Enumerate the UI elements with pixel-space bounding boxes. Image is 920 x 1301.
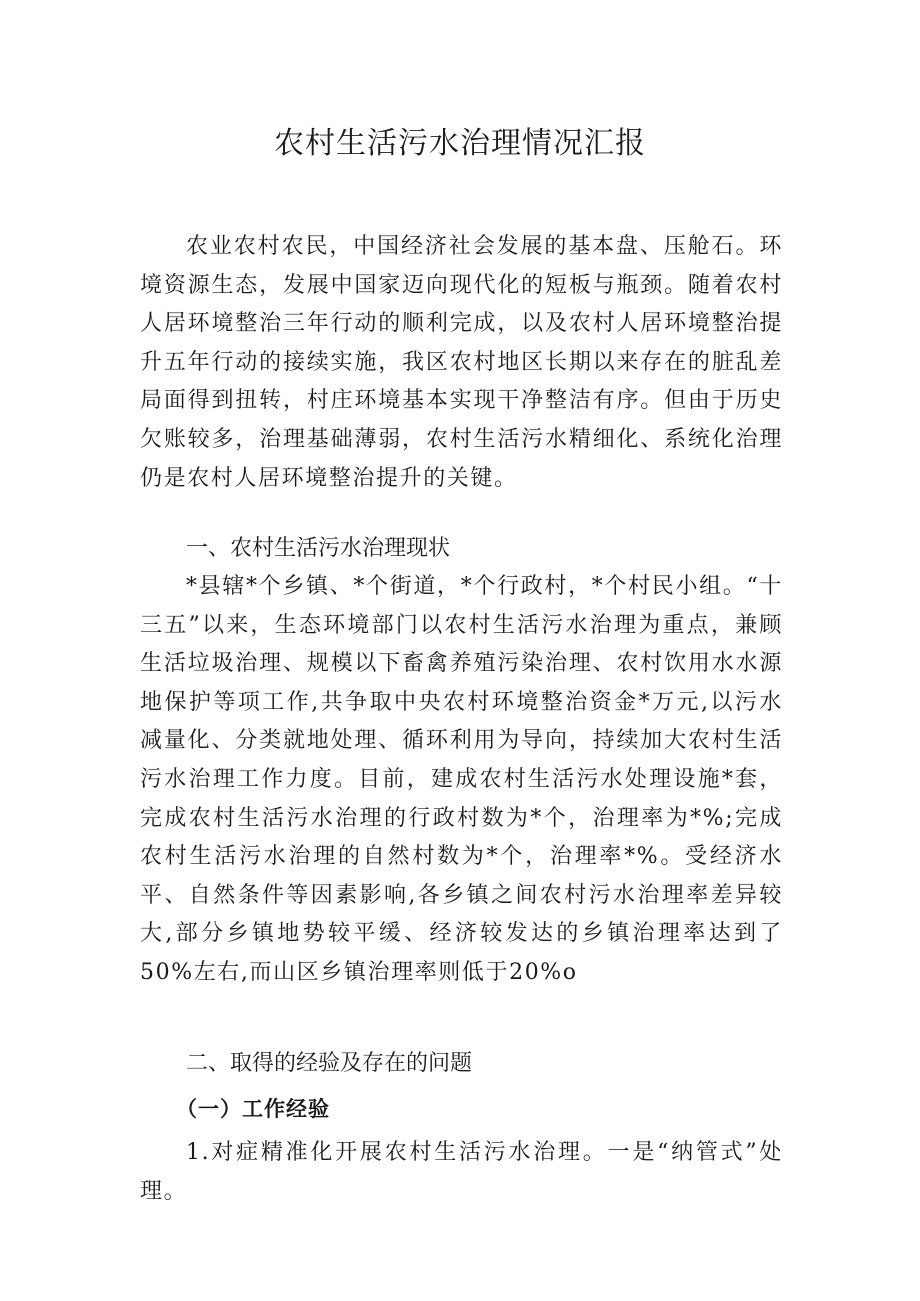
subsection1-heading-block [140,1090,783,1129]
section1-body-block [140,568,783,993]
section2-heading: 二、取得的经验及存在的问题 [186,1051,473,1076]
section1-heading-block [140,530,783,569]
section1-heading: 一、农村生活污水治理现状 [186,536,451,561]
item1-block [140,1134,783,1211]
intro-paragraph-block [140,228,783,498]
subsection1-heading: （一）工作经验 [176,1096,330,1121]
section1-paragraph: *县辖*个乡镇、*个街道，*个行政村，*个村民小组。“十三五”以来，生态环境部门以农村生活污水治理为重点，兼顾生活垃圾治理、规模以下畜禽养殖污染治理、农村饮用水水源地保护等项工作,共争取中央农村环境整治资金*万元,以污水减量化、分类就地处理、循环利用为导向，持续加大农村生活污水治理工作力度。目前，建成农村生活污水处理设施*套，完成农村生活污水治理的行政村数为*个，治理率为*%;完成农村生活污水治理的自然村数为*个，治理率*%。受经济水平、自然条件等因素影响,各乡镇之间农村污水治理率差异较大,部分乡镇地势较平缓、经济较发达的乡镇治理率达到了50%左右,而山区乡镇治理率则低于20%o [140,574,783,985]
intro-paragraph: 农业农村农民，中国经济社会发展的基本盘、压舱石。环境资源生态，发展中国家迈向现代化的短板与瓶颈。随着农村人居环境整治三年行动的顺利完成，以及农村人居环境整治提升五年行动的接续实施，我区农村地区长期以来存在的脏乱差局面得到扭转，村庄环境基本实现干净整洁有序。但由于历史欠账较多，治理基础薄弱，农村生活污水精细化、系统化治理仍是农村人居环境整治提升的关键。 [140,234,783,491]
item1-paragraph: 1.对症精准化开展农村生活污水治理。一是“纳管式”处理。 [140,1140,783,1204]
document-title: 农村生活污水治理情况汇报 [274,126,646,161]
section2-heading-block [140,1045,783,1084]
